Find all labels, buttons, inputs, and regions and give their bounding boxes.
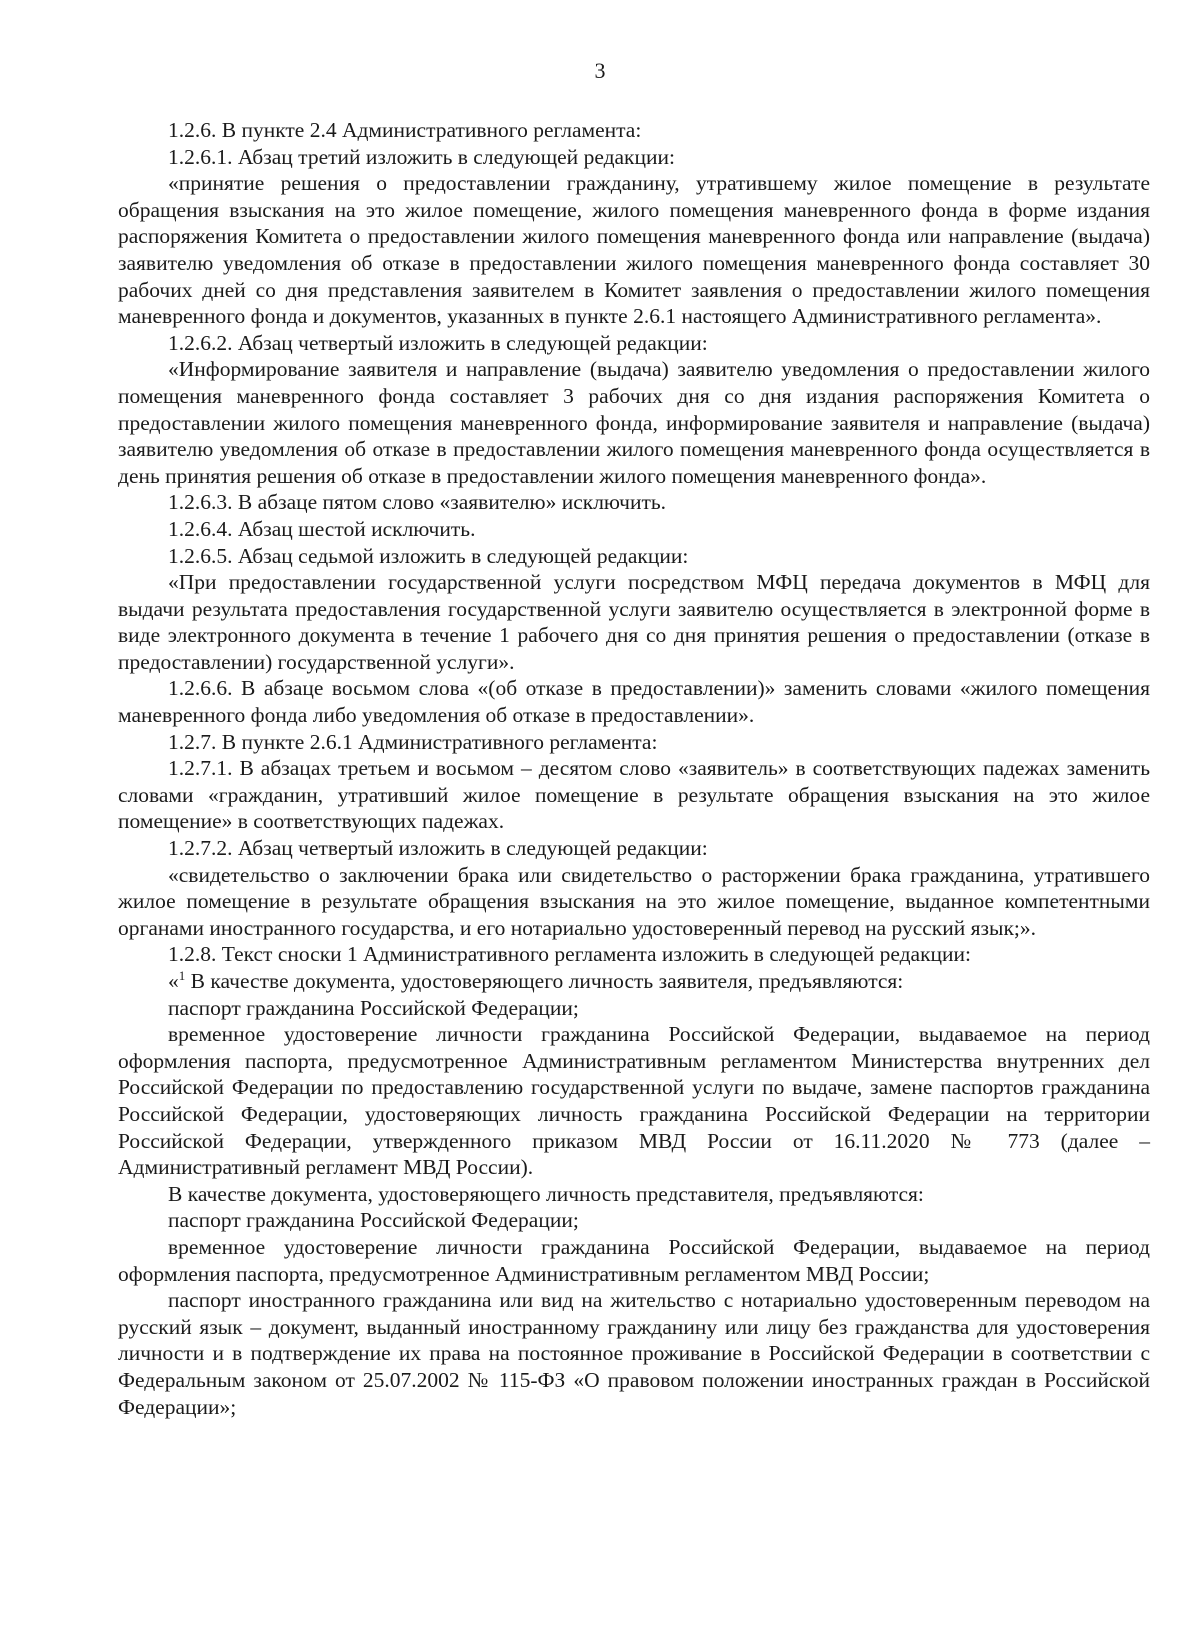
document-body [118,117,1150,1420]
paragraph: 1.2.7.2. Абзац четвертый изложить в следующей редакции: [168,836,708,861]
paragraph: паспорт гражданина Российской Федерации; [168,995,579,1020]
paragraph: «свидетельство о заключении брака или свидетельство о расторжении брака гражданина, утратившего жилое помещение в результате обращения взыскания на это жилое помещение, выданное компетентными органами иностранного государства, и его нотариально удостоверенный перевод на русский язык;». [118,862,1150,940]
paragraph: 1.2.6.1. Абзац третий изложить в следующей редакции: [168,144,675,169]
paragraph: временное удостоверение личности гражданина Российской Федерации, выдаваемое на период оформления паспорта, предусмотренное Административным регламентом Министерства внутренних дел Российской Федерации по предоставлению государственной услуги по выдаче, замене паспортов гражданина Российской Федерации, удостоверяющих личность гражданина Российской Федерации на территории Российской Федерации, утвержденного приказом МВД России от 16.11.2020 № 773 (далее – Административный регламент МВД России). [118,1022,1150,1180]
footnote-paragraph [118,968,1150,995]
paragraph: 1.2.6.6. В абзаце восьмом слова «(об отказе в предоставлении)» заменить словами «жилого помещения маневренного фонда либо уведомления об отказе в предоставлении». [118,676,1150,728]
footnote-text: В качестве документа, удостоверяющего личность заявителя, предъявляются: [185,969,904,993]
paragraph: «принятие решения о предоставлении гражданину, утратившему жилое помещение в результате обращения взыскания на это жилое помещение, жилого помещения маневренного фонда в форме издания распоряжения Комитета о предоставлении жилого помещения маневренного фонда или направление (выдача) заявителю уведомления об отказе в предоставлении жилого помещения маневренного фонда составляет 30 рабочих дней со дня представления заявителем в Комитет заявления о предоставлении жилого помещения маневренного фонда и документов, указанных в пункте 2.6.1 настоящего Административного регламента». [118,171,1150,329]
open-quote: « [168,969,179,993]
paragraph: 1.2.8. Текст сноски 1 Административного регламента изложить в следующей редакции: [168,942,972,967]
paragraph: 1.2.6. В пункте 2.4 Административного регламента: [168,118,642,142]
paragraph: «Информирование заявителя и направление (выдача) заявителю уведомления о предоставлении жилого помещения маневренного фонда составляет 3 рабочих дня со дня издания распоряжения Комитета о предоставлении жилого помещения маневренного фонда, информирование заявителя и направление (выдача) заявителю уведомления об отказе в предоставлении жилого помещения маневренного фонда осуществляется в день принятия решения об отказе в предоставлении жилого помещения маневренного фонда». [118,357,1150,488]
paragraph: 1.2.7.1. В абзацах третьем и восьмом – десятом слово «заявитель» в соответствующих падежах заменить словами «гражданин, утративший жилое помещение в результате обращения взыскания на это жилое помещение» в соответствующих падежах. [118,756,1150,834]
paragraph: паспорт иностранного гражданина или вид на жительство с нотариально удостоверенным переводом на русский язык – документ, выданный иностранному гражданину или лицу без гражданства для удостоверения личности и в подтверждение их права на постоянное проживание в Российской Федерации в соответствии с Федеральным законом от 25.07.2002 № 115-ФЗ «О правовом положении иностранных граждан в Российской Федерации»; [118,1288,1150,1419]
paragraph: «При предоставлении государственной услуги посредством МФЦ передача документов в МФЦ для выдачи результата предоставления государственной услуги заявителю осуществляется в электронной форме в виде электронного документа в течение 1 рабочего дня со дня принятия решения о предоставлении (отказе в предоставлении) государственной услуги». [118,570,1150,674]
paragraph: 1.2.7. В пункте 2.6.1 Административного регламента: [168,729,658,754]
paragraph: временное удостоверение личности гражданина Российской Федерации, выдаваемое на период оформления паспорта, предусмотренное Административным регламентом МВД России; [118,1234,1150,1286]
paragraph: 1.2.6.5. Абзац седьмой изложить в следующей редакции: [168,543,689,568]
paragraph: 1.2.6.2. Абзац четвертый изложить в следующей редакции: [168,330,708,355]
footnote-marker: 1 [178,968,186,983]
paragraph: 1.2.6.3. В абзаце пятом слово «заявителю» исключить. [168,490,667,515]
paragraph: 1.2.6.4. Абзац шестой исключить. [168,516,476,541]
paragraph: В качестве документа, удостоверяющего личность представителя, предъявляются: [168,1181,924,1206]
paragraph: паспорт гражданина Российской Федерации; [168,1208,579,1233]
page-number: 3 [594,58,606,83]
